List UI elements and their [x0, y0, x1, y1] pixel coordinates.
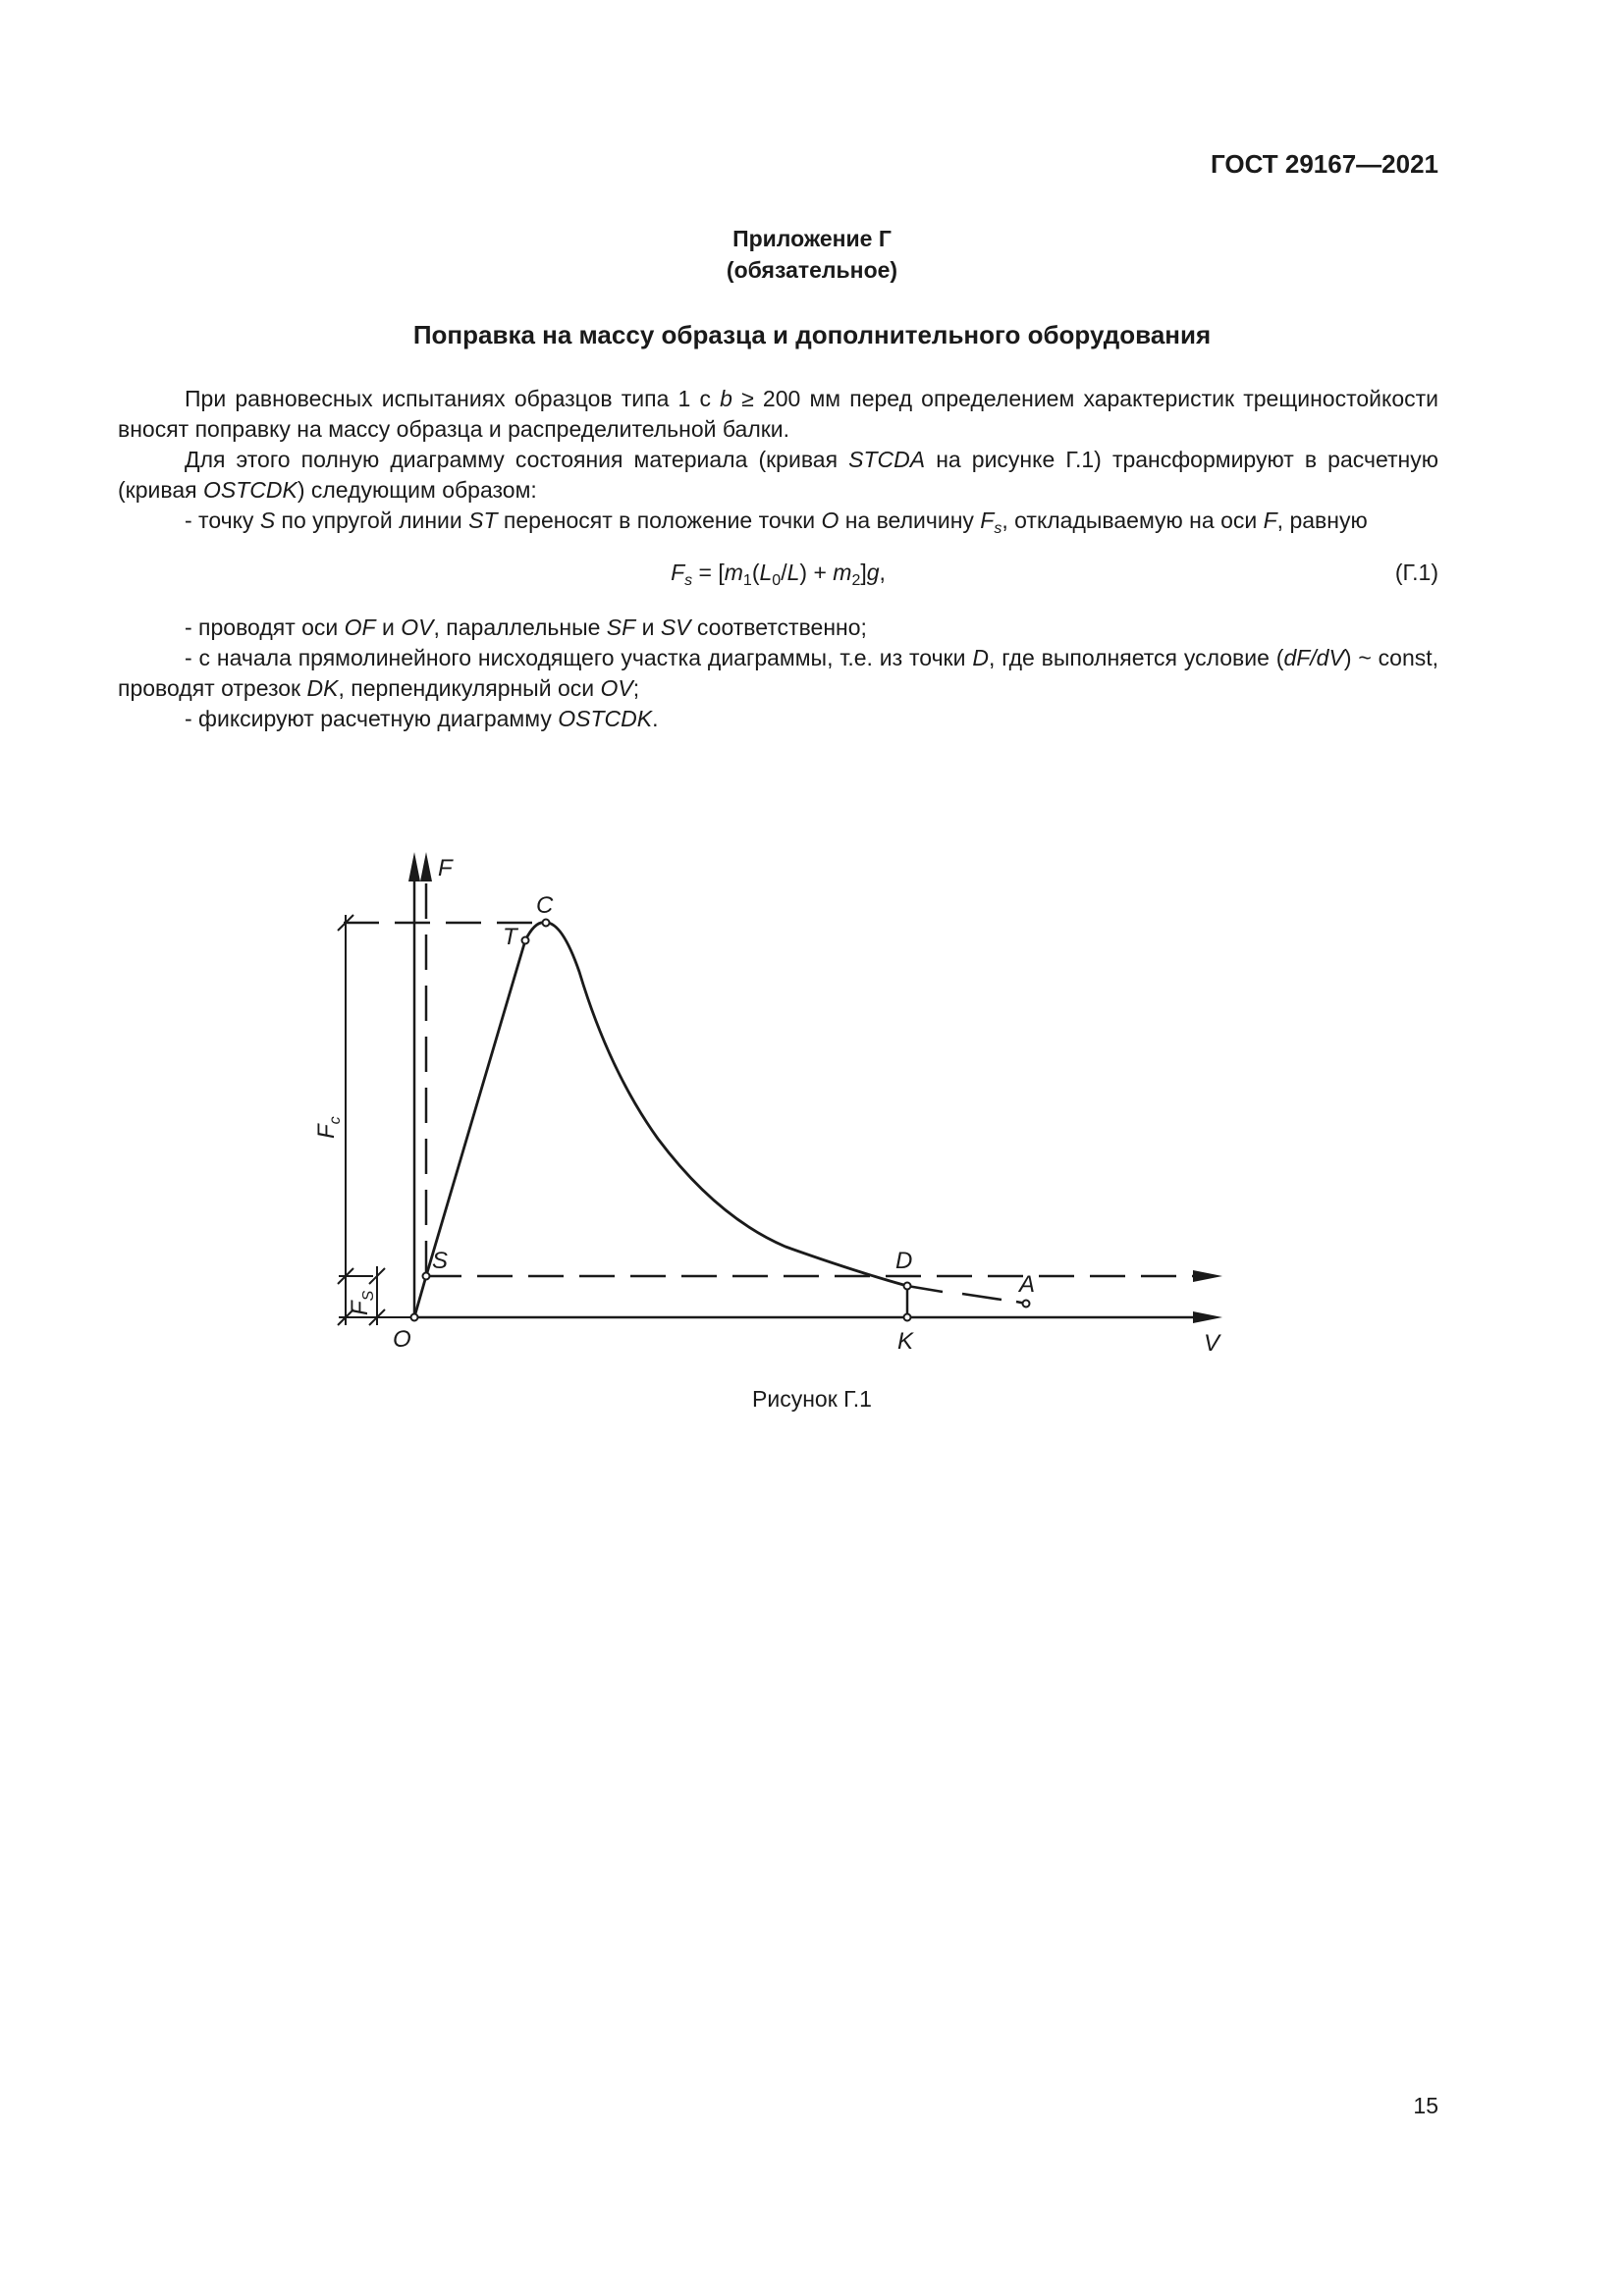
- list-item-2: - с начала прямолинейного нисходящего участка диаграммы, т.е. из точки D, где выполняется условие (dF/dV) ~ const, проводят отрезок DK, перпендикулярный оси OV;: [118, 645, 1439, 701]
- load-curve: [414, 923, 907, 1317]
- section-title: Поправка на массу образца и дополнительного оборудования: [412, 320, 1212, 349]
- point-a: [1023, 1301, 1030, 1308]
- point-d: [904, 1283, 911, 1290]
- appendix-status: (обязательное): [726, 257, 898, 283]
- page-number: 15: [1413, 2093, 1438, 2118]
- list-item-3: - фиксируют расчетную диаграмму OSTCDK.: [185, 706, 659, 731]
- label-a: A: [1019, 1271, 1036, 1298]
- v-axis-arrow: [1193, 1311, 1222, 1323]
- formula: $F_s = [m_1(L_0/L) + m_2]g$,: [671, 560, 886, 589]
- label-fs: $F_S$: [347, 1290, 377, 1315]
- point-c: [543, 920, 550, 927]
- point-t: [522, 937, 529, 944]
- formula-row: [118, 548, 1438, 603]
- formula-number: (Г.1): [1394, 560, 1438, 585]
- label-k: K: [897, 1328, 914, 1355]
- f-axis-arrow: [408, 852, 420, 881]
- appendix-title: Приложение Г: [732, 226, 892, 251]
- label-f: F: [438, 855, 453, 881]
- standard-code: ГОСТ 29167—2021: [1211, 149, 1438, 179]
- figure-caption: Рисунок Г.1: [752, 1386, 872, 1412]
- label-fc: $F_c$: [313, 1116, 344, 1139]
- label-s: S: [432, 1248, 449, 1274]
- label-c: C: [536, 892, 554, 919]
- paragraph-2: Для этого полную диаграмму состояния материала (кривая STCDA на рисунке Г.1) трансформируют в расчетную (кривая OSTCDK) следующим образом:: [118, 447, 1438, 503]
- body-text: [118, 384, 1438, 734]
- paragraph-1: При равновесных испытаниях образцов типа 1 с b ≥ 200 мм перед определением характеристик трещиностойкости вносят поправку на массу образца и распределительной балки.: [118, 386, 1438, 442]
- list-item-1: - проводят оси OF и OV, параллельные SF и SV соответственно;: [185, 614, 867, 640]
- point-s: [423, 1273, 430, 1280]
- sf-axis-arrow: [420, 852, 432, 881]
- point-k: [904, 1314, 911, 1321]
- point-o: [411, 1314, 418, 1321]
- label-t: T: [503, 924, 517, 950]
- label-d: D: [895, 1248, 913, 1274]
- tail-d-a: [907, 1286, 943, 1292]
- sv-axis-arrow: [1193, 1270, 1222, 1282]
- tail-d-a-2: [962, 1294, 1001, 1300]
- figure-g1-diagram: [295, 834, 1237, 1384]
- label-v: V: [1204, 1330, 1220, 1357]
- paragraph-3: - точку S по упругой линии ST переносят в положение точки O на величину $F_s$, откладываемую на оси F, равную: [185, 507, 1368, 537]
- label-o: O: [393, 1326, 411, 1353]
